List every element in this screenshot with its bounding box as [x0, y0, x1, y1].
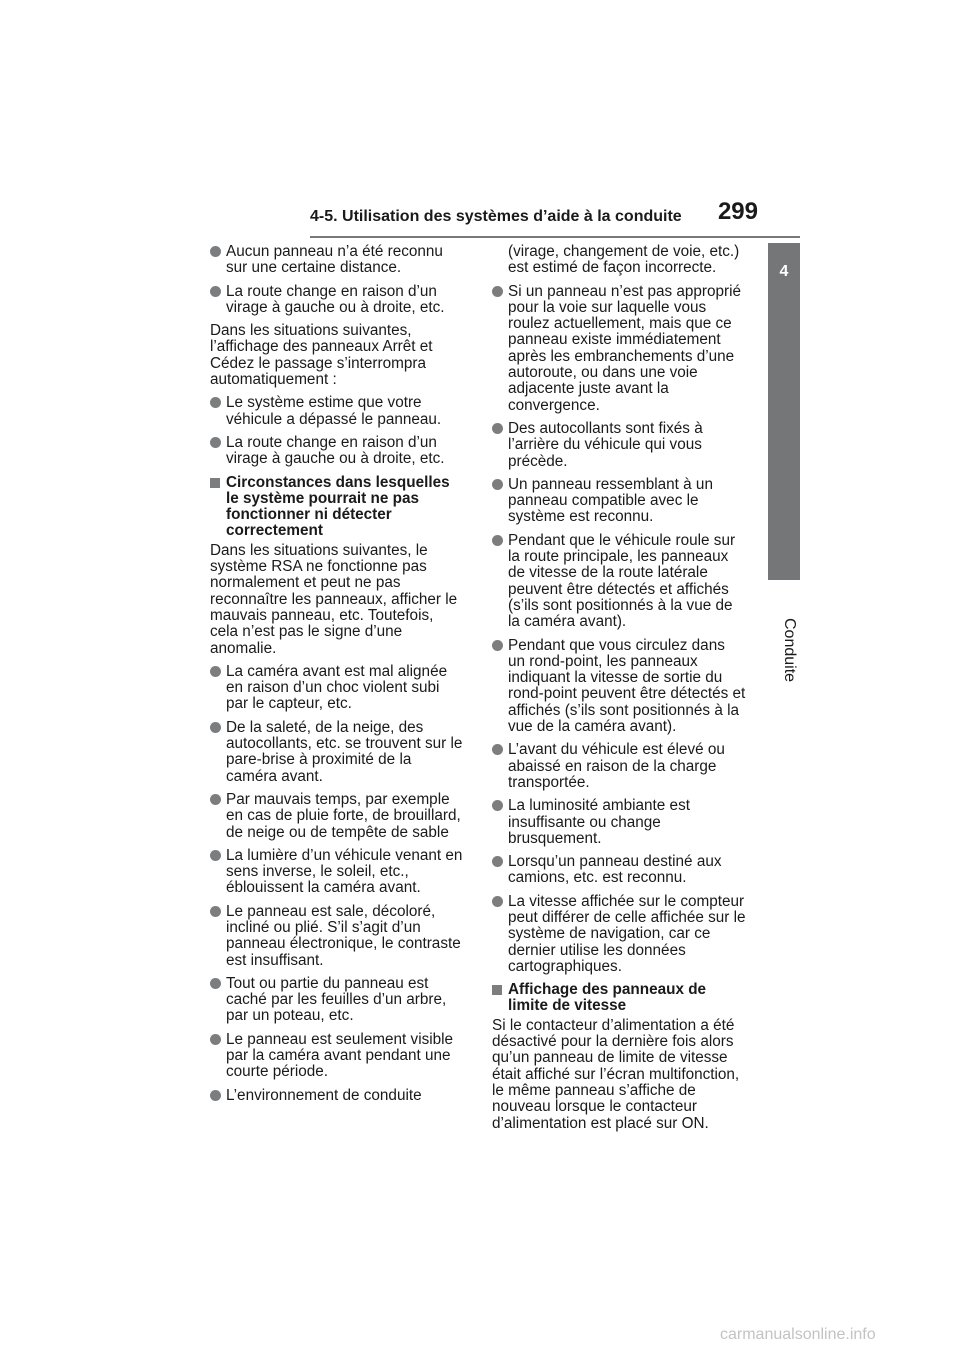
- section-title: 4-5. Utilisation des systèmes d’aide à la conduite: [310, 208, 682, 225]
- chapter-number: 4: [779, 263, 789, 280]
- list-item: Pendant que le véhicule roule sur la route principale, les panneaux de vitesse de la route latérale peuvent être détectés et affichés (s’ils sont positionnés à la vue de la caméra avant).: [492, 533, 746, 631]
- paragraph: Dans les situations suivantes, le système RSA ne fonctionne pas normalement et peut ne pas reconnaître les panneaux, afficher le mauvais panneau, etc. Toutefois, cela n’est pas le signe d’une anomalie.: [210, 541, 458, 657]
- watermark[interactable]: carmanualsonline.info: [720, 1326, 876, 1343]
- list-item: Un panneau ressemblant à un panneau compatible avec le système est reconnu.: [492, 477, 746, 526]
- list-item: De la saleté, de la neige, des autocollants, etc. se trouvent sur le pare-brise à proximité de la caméra avant.: [210, 720, 464, 785]
- list-item: La vitesse affichée sur le compteur peut différer de celle affichée sur le système de navigation, car ce dernier utilise les données cartographiques.: [492, 894, 746, 975]
- section-heading: Affichage des panneaux de limite de vitesse: [492, 982, 746, 1015]
- bullet-dot-icon: [210, 1090, 221, 1101]
- right-column: [492, 244, 746, 1139]
- bullet-dot-icon: [492, 640, 503, 651]
- bullet-dot-icon: [210, 286, 221, 297]
- bullet-dot-icon: [210, 906, 221, 917]
- bullet-dot-icon: [210, 978, 221, 989]
- list-item: Le système estime que votre véhicule a dépassé le panneau.: [210, 395, 464, 428]
- bullet-dot-icon: [210, 794, 221, 805]
- chapter-tab: [768, 243, 800, 580]
- bullet-dot-icon: [492, 286, 503, 297]
- bullet-dot-icon: [210, 437, 221, 448]
- bullet-dot-icon: [492, 744, 503, 755]
- page-header: [310, 196, 800, 238]
- bullet-dot-icon: [492, 896, 503, 907]
- bullet-dot-icon: [210, 850, 221, 861]
- paragraph: Si le contacteur d’alimentation a été désactivé pour la dernière fois alors qu’un panneau de limite de vitesse était affiché sur l’écran multifonction, le même panneau s’affiche de nouveau lorsque le contacteur d’alimentation est placé sur ON.: [492, 1016, 740, 1132]
- section-heading: Circonstances dans lesquelles le système pourrait ne pas fonctionner ni détecter correctement: [210, 475, 464, 540]
- list-item: L’environnement de conduite: [210, 1088, 464, 1104]
- paragraph: (virage, changement de voie, etc.) est estimé de façon incorrecte.: [508, 243, 740, 277]
- list-item: La lumière d’un véhicule venant en sens inverse, le soleil, etc., éblouissent la caméra avant.: [210, 848, 464, 897]
- list-item: Le panneau est seulement visible par la caméra avant pendant une courte période.: [210, 1032, 464, 1081]
- bullet-dot-icon: [492, 479, 503, 490]
- list-item: La caméra avant est mal alignée en raison d’un choc violent subi par le capteur, etc.: [210, 664, 464, 713]
- list-item: Aucun panneau n’a été reconnu sur une certaine distance.: [210, 244, 464, 277]
- bullet-dot-icon: [492, 800, 503, 811]
- bullet-dot-icon: [210, 1034, 221, 1045]
- left-column: [210, 244, 464, 1111]
- list-item: La route change en raison d’un virage à gauche ou à droite, etc.: [210, 284, 464, 317]
- list-item: Le panneau est sale, décoloré, incliné ou plié. S’il s’agit d’un panneau électronique, le contraste est insuffisant.: [210, 904, 464, 969]
- bullet-dot-icon: [492, 856, 503, 867]
- list-item: Si un panneau n’est pas approprié pour la voie sur laquelle vous roulez actuellement, mais que ce panneau existe immédiatement après les embranchements d’une autoroute, ou dans une voie adjacente juste avant la convergence.: [492, 284, 746, 414]
- bullet-dot-icon: [492, 423, 503, 434]
- list-item: La luminosité ambiante est insuffisante ou change brusquement.: [492, 798, 746, 847]
- list-item: Par mauvais temps, par exemple en cas de pluie forte, de brouillard, de neige ou de tempête de sable: [210, 792, 464, 841]
- list-item: Des autocollants sont fixés à l’arrière du véhicule qui vous précède.: [492, 421, 746, 470]
- list-item: Lorsqu’un panneau destiné aux camions, etc. est reconnu.: [492, 854, 746, 887]
- bullet-dot-icon: [210, 397, 221, 408]
- paragraph: Dans les situations suivantes, l’affichage des panneaux Arrêt et Cédez le passage s’interrompra automatiquement :: [210, 322, 433, 389]
- list-item: La route change en raison d’un virage à gauche ou à droite, etc.: [210, 435, 464, 468]
- page-number: 299: [717, 198, 758, 225]
- heading-square-icon: [210, 478, 220, 488]
- chapter-label: Conduite: [781, 618, 798, 683]
- bullet-dot-icon: [210, 666, 221, 677]
- bullet-dot-icon: [210, 722, 221, 733]
- bullet-dot-icon: [210, 246, 221, 257]
- list-item: Tout ou partie du panneau est caché par les feuilles d’un arbre, par un poteau, etc.: [210, 976, 464, 1025]
- heading-square-icon: [492, 985, 502, 995]
- bullet-dot-icon: [492, 535, 503, 546]
- list-item: Pendant que vous circulez dans un rond-point, les panneaux indiquant la vitesse de sortie du rond-point peuvent être détectés et affichés (s’ils sont positionnés à la vue de la caméra avant).: [492, 638, 746, 736]
- list-item: L’avant du véhicule est élevé ou abaissé en raison de la charge transportée.: [492, 742, 746, 791]
